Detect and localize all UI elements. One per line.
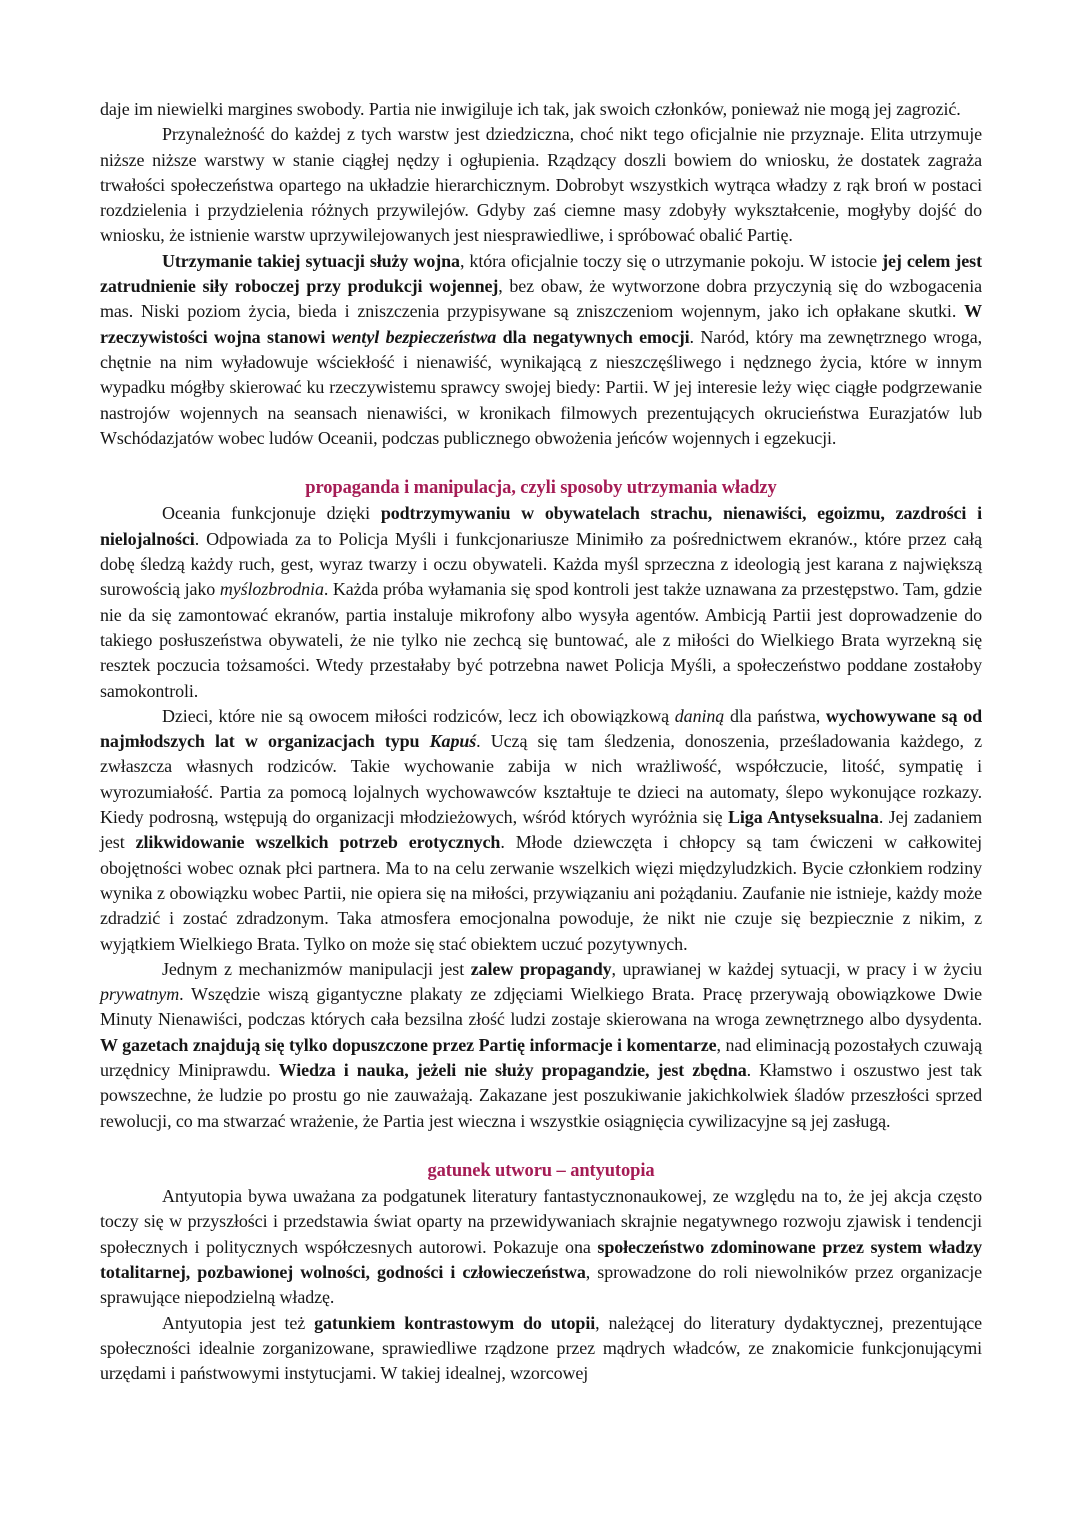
text-run: . Odpowiada za to Policja Myśli i funkcjonariusze Minimiło za pośrednictwem ekranów., które przez całą dobę śledzą każdy ruch, gest, wyraz twarzy i oczu obywateli. Każda myśl sprzeczna z ideologią jest karana z największą surowością jako xyxy=(100,528,982,600)
text-run: Antyutopia jest też xyxy=(162,1312,315,1333)
text-run: , należącej do literatury dydaktycznej, prezentujące społeczności idealnie zorganizowane, sprawiedliwe rządzone przez mądrych władców, ze znakomicie funkcjonującymi urzędami i państwowymi instytucjami. W takiej idealnej, wzorcowej xyxy=(100,1312,982,1384)
text-run: Antyutopia bywa uważana za podgatunek literatury fantastycznonaukowej, ze względu na to, że jej akcja często toczy się w przyszłości i przedstawia świat oparty na przewidywaniach skrajnie negatywnego rozwoju zjawisk i tendencji społecznych i politycznych współczesnych autorowi. Pokazuje ona xyxy=(100,1186,982,1257)
paragraph xyxy=(100,1311,982,1387)
text-run: Przynależność do każdej z tych warstw jest dziedziczna, choć nikt tego oficjalnie nie przyznaje. Elita utrzymuje niższe niższe warstwy w stanie ciągłej nędzy i ogłupienia. Rządzący doszli bowiem do wniosku, że dostatek zagraża trwałości społeczeństwa opartego na układzie hierarchicznym. Dobrobyt wszystkich wytrąca władzy z rąk broń w postaci rozdzielenia i przydzielenia różnych przywilejów. Gdyby zaś ciemne masy zdobyły wykształcenie, mogłyby dojść do wniosku, że istnienie warstw uprzywilejowanych jest niesprawiedliwe, i spróbować obalić Partię. xyxy=(100,124,982,246)
text-run: . Uczą się tam śledzenia, donoszenia, prześladowania każdego, z zwłaszcza własnych rodziców. Takie wychowanie zabija w nich wrażliwość, współczucie, litość, sympatię i wyrozumiałość. Partia za pomocą lojalnych wychowawców kształtuje te dzieci na automaty, ślepo wykonujące rozkazy. Kiedy podrosną, wstępują do organizacji młodzieżowych, wśród których wyróżnia się xyxy=(100,731,982,828)
text-run: . Każda próba wyłamania się spod kontroli jest także uznawana za przestępstwo. Tam, gdzie nie da się zamontować ekranów, partia instaluje mikrofony albo wysyła agentów. Ambicją Partii jest doprowadzenie do takiego posłuszeństwa obywateli, że nie tylko nie zechcą się buntować, ale z miłości do Wielkiego Brata wyrzekną się resztek poczucia tożsamości. Wtedy przestałaby być potrzebna nawet Policja Myśli, a społeczeństwo poddane zostałoby samokontroli. xyxy=(100,579,982,701)
text-run: , uprawianej w każdej sytuacji, w pracy i w życiu xyxy=(611,958,982,979)
paragraph xyxy=(100,249,982,451)
section-heading xyxy=(100,1159,982,1184)
text-run: , nad eliminacją pozostałych czuwają urzędnicy Miniprawdu. xyxy=(100,1034,982,1080)
text-run: wychowywane są od najmłodszych lat w organizacjach typu xyxy=(100,705,982,752)
text-run: prywatnym xyxy=(100,984,180,1005)
text-run: W rzeczywistości wojna stanowi xyxy=(100,301,982,347)
document-body xyxy=(100,97,982,1387)
text-run: zalew propagandy xyxy=(470,958,612,979)
text-run: gatunek utworu – antyutopia xyxy=(427,1160,655,1181)
text-run: . Młode dziewczęta i chłopcy są tam ćwiczeni w całkowitej obojętności wobec oznak płci partnera. Ma to na celu zerwanie wszelkich więzi międzyludzkich. Bycie członkiem rodziny wynika z obowiązku wobec Partii, nie opiera się na miłości, przywiązaniu ani pożądaniu. Zaufanie nie istnieje, każdy może zdradzić i zostać zdradzonym. Taka atmosfera emocjonalna powoduje, że nikt nie czuje się bezpiecznie z nikim, z wyjątkiem Wielkiego Brata. Tylko on może się stać obiektem uczuć pozytywnych. xyxy=(100,832,982,954)
paragraph xyxy=(100,122,982,248)
text-run: daje im niewielki margines swobody. Partia nie inwigiluje ich tak, jak swoich członków, ponieważ nie mogą jej zagrozić. xyxy=(100,99,961,119)
text-run: , która oficjalnie toczy się o utrzymanie pokoju. W istocie xyxy=(459,250,883,271)
text-run: . Wszędzie wiszą gigantyczne plakaty ze zdjęciami Wielkiego Brata. Pracę przerywają obowiązkowe Dwie Minuty Nienawiści, podczas których cała bezsilna złość ludzi zostaje skierowana na wroga zewnętrznego albo dysydenta. xyxy=(100,984,982,1030)
text-run: podtrzymywaniu w obywatelach strachu, nienawiści, egoizmu, zazdrości i nielojalności xyxy=(100,503,982,549)
text-run: zlikwidowanie wszelkich potrzeb erotycznych xyxy=(135,832,501,853)
text-run: . Naród, który ma zewnętrznego wroga, chętnie na nim wyładowuje wściekłość i nienawiść, wynikającą z nieszczęśliwego i nędznego życia, które w innym wypadku mógłby skierować ku rzeczywistemu sprawcy swojej biedy: Partii. W jej interesie leży więc ciągłe podgrzewanie nastrojów wojennych na seansach nienawiści, w kronikach filmowych prezentujących okrucieństwa Eurazjatów lub Wschódazjatów wobec ludów Oceanii, podczas publicznego obwożenia jeńców wojennych i egzekucji. xyxy=(100,326,982,448)
paragraph xyxy=(100,501,982,703)
paragraph xyxy=(100,97,982,122)
text-run: . Kłamstwo i oszustwo jest tak powszechne, że ludzie po prostu go nie zauważają. Zakazane jest poszukiwanie jakichkolwiek śladów przeszłości sprzed rewolucji, co ma stwarzać wrażenie, że Partia jest wieczna i wszystkie osiągnięcia cywilizacyjne są jej zasługą. xyxy=(100,1059,982,1131)
text-run: propaganda i manipulacja, czyli sposoby utrzymania władzy xyxy=(305,478,777,499)
text-run: wentyl bezpieczeństwa xyxy=(331,326,497,347)
text-run: dla negatywnych emocji xyxy=(496,326,690,347)
section-heading xyxy=(100,476,982,501)
paragraph xyxy=(100,1184,982,1310)
text-run: jej celem jest zatrudnienie siły roboczej przy produkcji wojennej xyxy=(100,250,982,297)
text-run: Wiedza i nauka, jeżeli nie służy propagandzie, jest zbędna xyxy=(278,1059,747,1080)
text-run: myślozbrodnia xyxy=(219,579,324,600)
text-run: W gazetach znajdują się tylko dopuszczone przez Partię informacje i komentarze xyxy=(100,1034,717,1055)
text-run: społeczeństwo zdominowane przez system władzy totalitarnej, pozbawionej wolności, godności i człowieczeństwa xyxy=(100,1236,982,1283)
text-run: Dzieci, które nie są owocem miłości rodziców, lecz ich obowiązkową xyxy=(162,705,675,726)
text-run: Utrzymanie takiej sytuacji służy wojna xyxy=(162,250,460,271)
text-run: Jednym z mechanizmów manipulacji jest xyxy=(162,958,471,979)
text-run: dla państwa, xyxy=(724,705,826,726)
text-run: gatunkiem kontrastowym do utopii xyxy=(314,1312,596,1333)
text-run: , sprowadzone do roli niewolników przez organizacje sprawujące niepodzielną władzę. xyxy=(100,1262,982,1308)
text-run: , bez obaw, że wytworzone dobra przyczynią się do wzbogacenia mas. Niski poziom życia, bieda i zniszczenia przypisywane są zniszczeniom wojennym, jako ich opłakane skutki. xyxy=(100,276,982,322)
text-run: daniną xyxy=(674,705,725,726)
paragraph xyxy=(100,957,982,1134)
text-run: Liga Antyseksualna xyxy=(727,807,879,828)
text-run: Kapuś xyxy=(429,731,477,752)
paragraph xyxy=(100,704,982,957)
text-run: . Jej zadaniem jest xyxy=(100,807,983,853)
text-run: Oceania funkcjonuje dzięki xyxy=(162,503,381,524)
